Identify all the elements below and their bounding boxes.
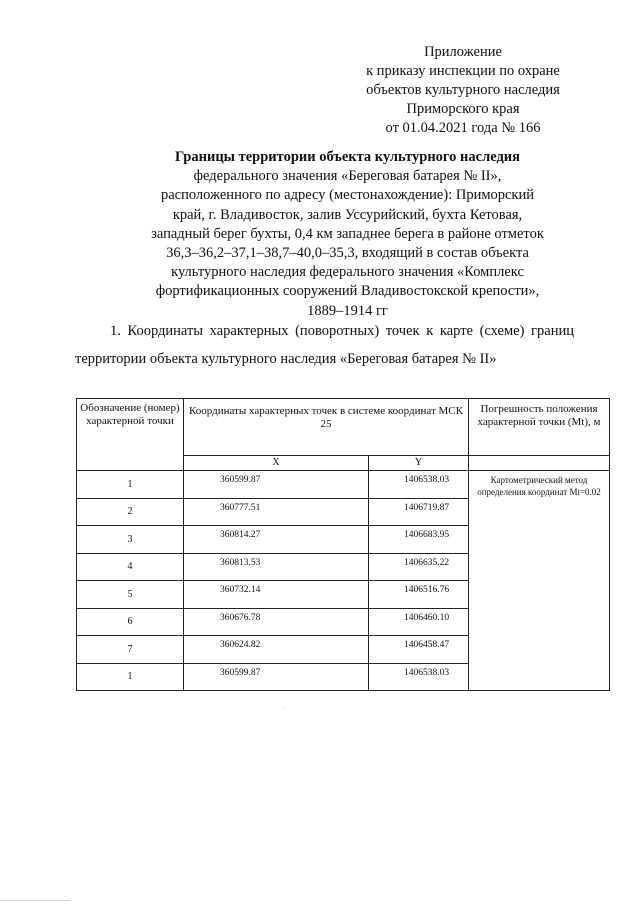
title-line: фортификационных сооружений Владивостокской крепости»,: [155, 283, 540, 300]
coord-x: 360813.53: [184, 553, 369, 581]
coord-y: 1406538.03: [369, 471, 469, 499]
annex-line: объектов культурного наследия: [366, 82, 560, 98]
coord-x: 360624.82: [184, 636, 369, 664]
coord-y: 1406460.10: [369, 608, 469, 636]
document-title: [60, 148, 635, 321]
error-value: Картометрический метод определения координат Mt=0.02: [469, 471, 610, 691]
coord-x: 360814.27: [184, 526, 369, 554]
annex-line: Приморского края: [406, 101, 520, 117]
subheader-x: X: [184, 456, 369, 471]
title-line: край, г. Владивосток, залив Уссурийский, бухта Кетовая,: [172, 206, 523, 223]
header-coordinates: Координаты характерных точек в системе координат МСК 25: [184, 399, 469, 456]
coord-y: 1406538.03: [369, 663, 469, 691]
point-number: 3: [77, 526, 184, 554]
subheader-y: Y: [369, 456, 469, 471]
annex-header: [352, 43, 574, 138]
table-header-row: [77, 399, 610, 456]
point-number: 5: [77, 581, 184, 609]
title-heading: Границы территории объекта культурного наследия: [174, 149, 520, 165]
paragraph-line: территории объекта культурного наследия «Береговая батарея № II»: [75, 351, 497, 367]
coord-x: 360777.51: [184, 498, 369, 526]
scan-edge-line: [0, 900, 70, 901]
point-number: 2: [77, 498, 184, 526]
coord-y: 1406458.47: [369, 636, 469, 664]
annex-line: от 01.04.2021 года № 166: [385, 120, 541, 136]
coord-y: 1406516.76: [369, 581, 469, 609]
annex-line: к приказу инспекции по охране: [366, 63, 560, 79]
paragraph-line: 1. Координаты характерных (поворотных) точек к карте (схеме) границ: [110, 323, 574, 339]
subheader-error-empty: [469, 456, 610, 471]
coord-y: 1406683.95: [369, 526, 469, 554]
title-line: 1889–1914 гг: [307, 302, 388, 319]
section-paragraph: [75, 317, 598, 373]
title-line: культурного наследия федерального значения «Комплекс: [171, 264, 524, 281]
coord-x: 360599.87: [184, 471, 369, 499]
coord-x: 360676.78: [184, 608, 369, 636]
coord-x: 360599.87: [184, 663, 369, 691]
coord-y: 1406635.22: [369, 553, 469, 581]
point-number: 1: [77, 663, 184, 691]
title-line: 36,3–36,2–37,1–38,7–40,0–35,3, входящий в состав объекта: [166, 245, 529, 262]
point-number: 4: [77, 553, 184, 581]
table-row: [77, 471, 610, 499]
point-number: 7: [77, 636, 184, 664]
title-line: западный берег бухты, 0,4 км западнее берега в районе отметок: [151, 225, 544, 242]
header-error: Погрешность положения характерной точки (Mt), м: [469, 399, 610, 456]
coord-y: 1406719.87: [369, 498, 469, 526]
header-point-number: Обозначение (номер) характерной точки: [77, 399, 184, 471]
point-number: 6: [77, 608, 184, 636]
coord-x: 360732.14: [184, 581, 369, 609]
title-line: федерального значения «Береговая батарея № II»,: [193, 168, 502, 185]
title-line: расположенного по адресу (местонахождение): Приморский: [160, 187, 534, 204]
coordinates-table: [76, 398, 610, 691]
scan-speck: [284, 708, 285, 709]
annex-line: Приложение: [424, 44, 502, 60]
point-number: 1: [77, 471, 184, 499]
